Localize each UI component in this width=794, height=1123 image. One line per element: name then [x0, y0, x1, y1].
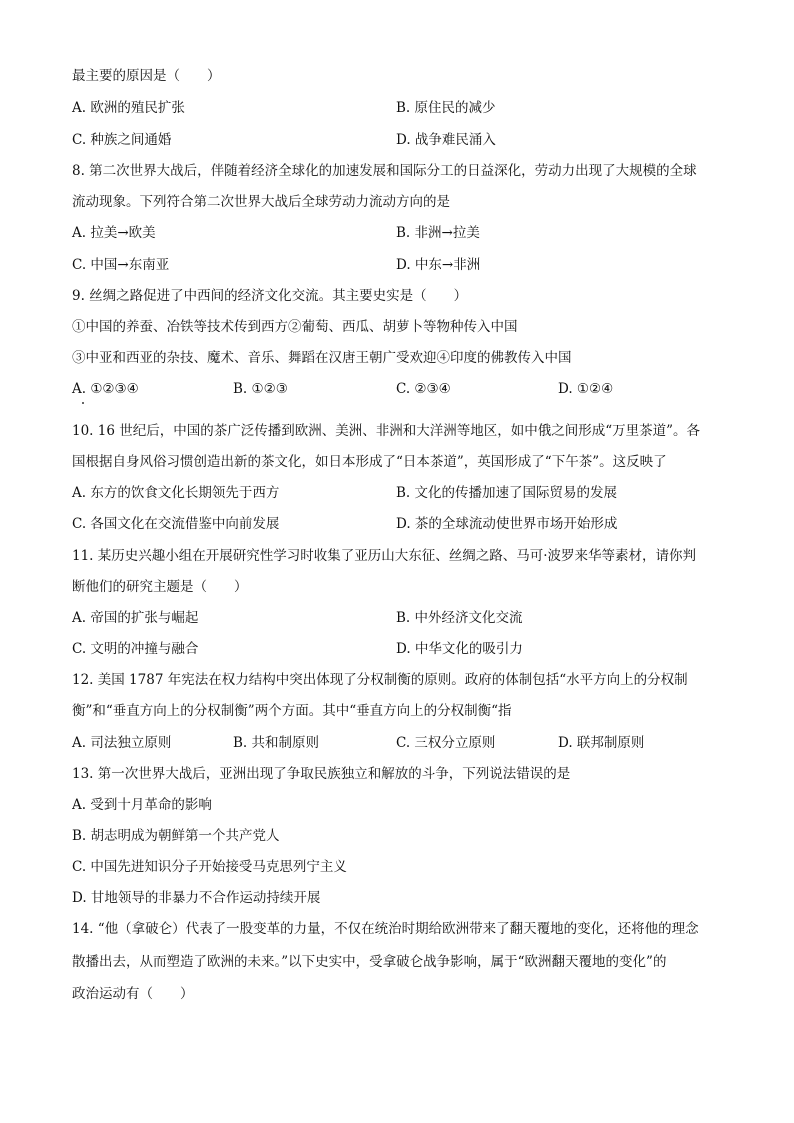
- q14-stem-line-3: 政治运动有（ ）: [72, 986, 194, 1002]
- q8-option-b: B. 非洲→拉美: [396, 225, 480, 241]
- q9-option-b: B. ①②③: [233, 381, 288, 397]
- q11-option-b: B. 中外经济文化交流: [396, 610, 523, 626]
- q13-stem-line-1: 13. 第一次世界大战后，亚洲出现了争取民族独立和解放的斗争，下列说法错误的是: [72, 766, 571, 782]
- stray-mark: [82, 402, 84, 404]
- q7-option-d: D. 战争难民涌入: [396, 132, 496, 148]
- q7-stem-end: 最主要的原因是（ ）: [72, 68, 221, 84]
- q8-stem-line-2: 流动现象。下列符合第二次世界大战后全球劳动力流动方向的是: [72, 194, 450, 210]
- q11-stem-line-2: 断他们的研究主题是（ ）: [72, 579, 248, 595]
- q10-option-c: C. 各国文化在交流借鉴中向前发展: [72, 516, 280, 532]
- q14-stem-line-1: 14. “他（拿破仑）代表了一股变革的力量，不仅在统治时期给欧洲带来了翻天覆地的变化，还将他的理念: [72, 921, 699, 937]
- q9-stem-line-3: ③中亚和西亚的杂技、魔术、音乐、舞蹈在汉唐王朝广受欢迎④印度的佛教传入中国: [72, 350, 572, 366]
- q12-option-a: A. 司法独立原则: [72, 735, 172, 751]
- q7-option-a: A. 欧洲的殖民扩张: [72, 100, 185, 116]
- q11-option-a: A. 帝国的扩张与崛起: [72, 610, 199, 626]
- q12-option-b: B. 共和制原则: [233, 735, 320, 751]
- q9-option-d: D. ①②④: [558, 381, 614, 397]
- q9-option-a: A. ①②③④: [72, 381, 139, 397]
- q10-stem-line-2: 国根据自身风俗习惯创造出新的茶文化，如日本形成了“日本茶道”，英国形成了“下午茶”。这反映了: [72, 454, 667, 470]
- q10-stem-line-1: 10. 16 世纪后，中国的茶广泛传播到欧洲、美洲、非洲和大洋洲等地区，如中俄之间形成“万里茶道”。各: [72, 423, 701, 439]
- q11-option-d: D. 中华文化的吸引力: [396, 641, 523, 657]
- q13-option-d: D. 甘地领导的非暴力不合作运动持续开展: [72, 890, 321, 906]
- q13-option-c: C. 中国先进知识分子开始接受马克思列宁主义: [72, 859, 347, 875]
- q13-option-b: B. 胡志明成为朝鲜第一个共产党人: [72, 828, 280, 844]
- q8-option-d: D. 中东→非洲: [396, 257, 481, 273]
- q12-stem-line-2: 衡”和“垂直方向上的分权制衡”两个方面。其中“垂直方向上的分权制衡“指: [72, 703, 512, 719]
- q10-option-d: D. 茶的全球流动使世界市场开始形成: [396, 516, 618, 532]
- q10-option-a: A. 东方的饮食文化长期领先于西方: [72, 485, 280, 501]
- q7-option-c: C. 种族之间通婚: [72, 132, 172, 148]
- q8-option-a: A. 拉美→欧美: [72, 225, 156, 241]
- q12-stem-line-1: 12. 美国 1787 年宪法在权力结构中突出体现了分权制衡的原则。政府的体制包括“水平方向上的分权制: [72, 672, 688, 688]
- q9-stem-line-2: ①中国的养蚕、冶铁等技术传到西方②葡萄、西瓜、胡萝卜等物种传入中国: [72, 319, 518, 335]
- q8-option-c: C. 中国→东南亚: [72, 257, 170, 273]
- q12-option-c: C. 三权分立原则: [396, 735, 496, 751]
- q14-stem-line-2: 散播出去，从而塑造了欧洲的未来。”以下史实中，受拿破仑战争影响，属于“欧洲翻天覆地的变化”的: [72, 954, 667, 970]
- q8-stem-line-1: 8. 第二次世界大战后，伴随着经济全球化的加速发展和国际分工的日益深化，劳动力出现了大规模的全球: [72, 163, 697, 179]
- q9-stem-line-1: 9. 丝绸之路促进了中西间的经济文化交流。其主要史实是（ ）: [72, 288, 468, 304]
- q13-option-a: A. 受到十月革命的影响: [72, 797, 212, 813]
- q12-option-d: D. 联邦制原则: [558, 735, 645, 751]
- q10-option-b: B. 文化的传播加速了国际贸易的发展: [396, 485, 618, 501]
- q11-option-c: C. 文明的冲撞与融合: [72, 641, 199, 657]
- q9-option-c: C. ②③④: [396, 381, 451, 397]
- q11-stem-line-1: 11. 某历史兴趣小组在开展研究性学习时收集了亚历山大东征、丝绸之路、马可·波罗来华等素材，请你判: [72, 548, 697, 564]
- q7-option-b: B. 原住民的减少: [396, 100, 496, 116]
